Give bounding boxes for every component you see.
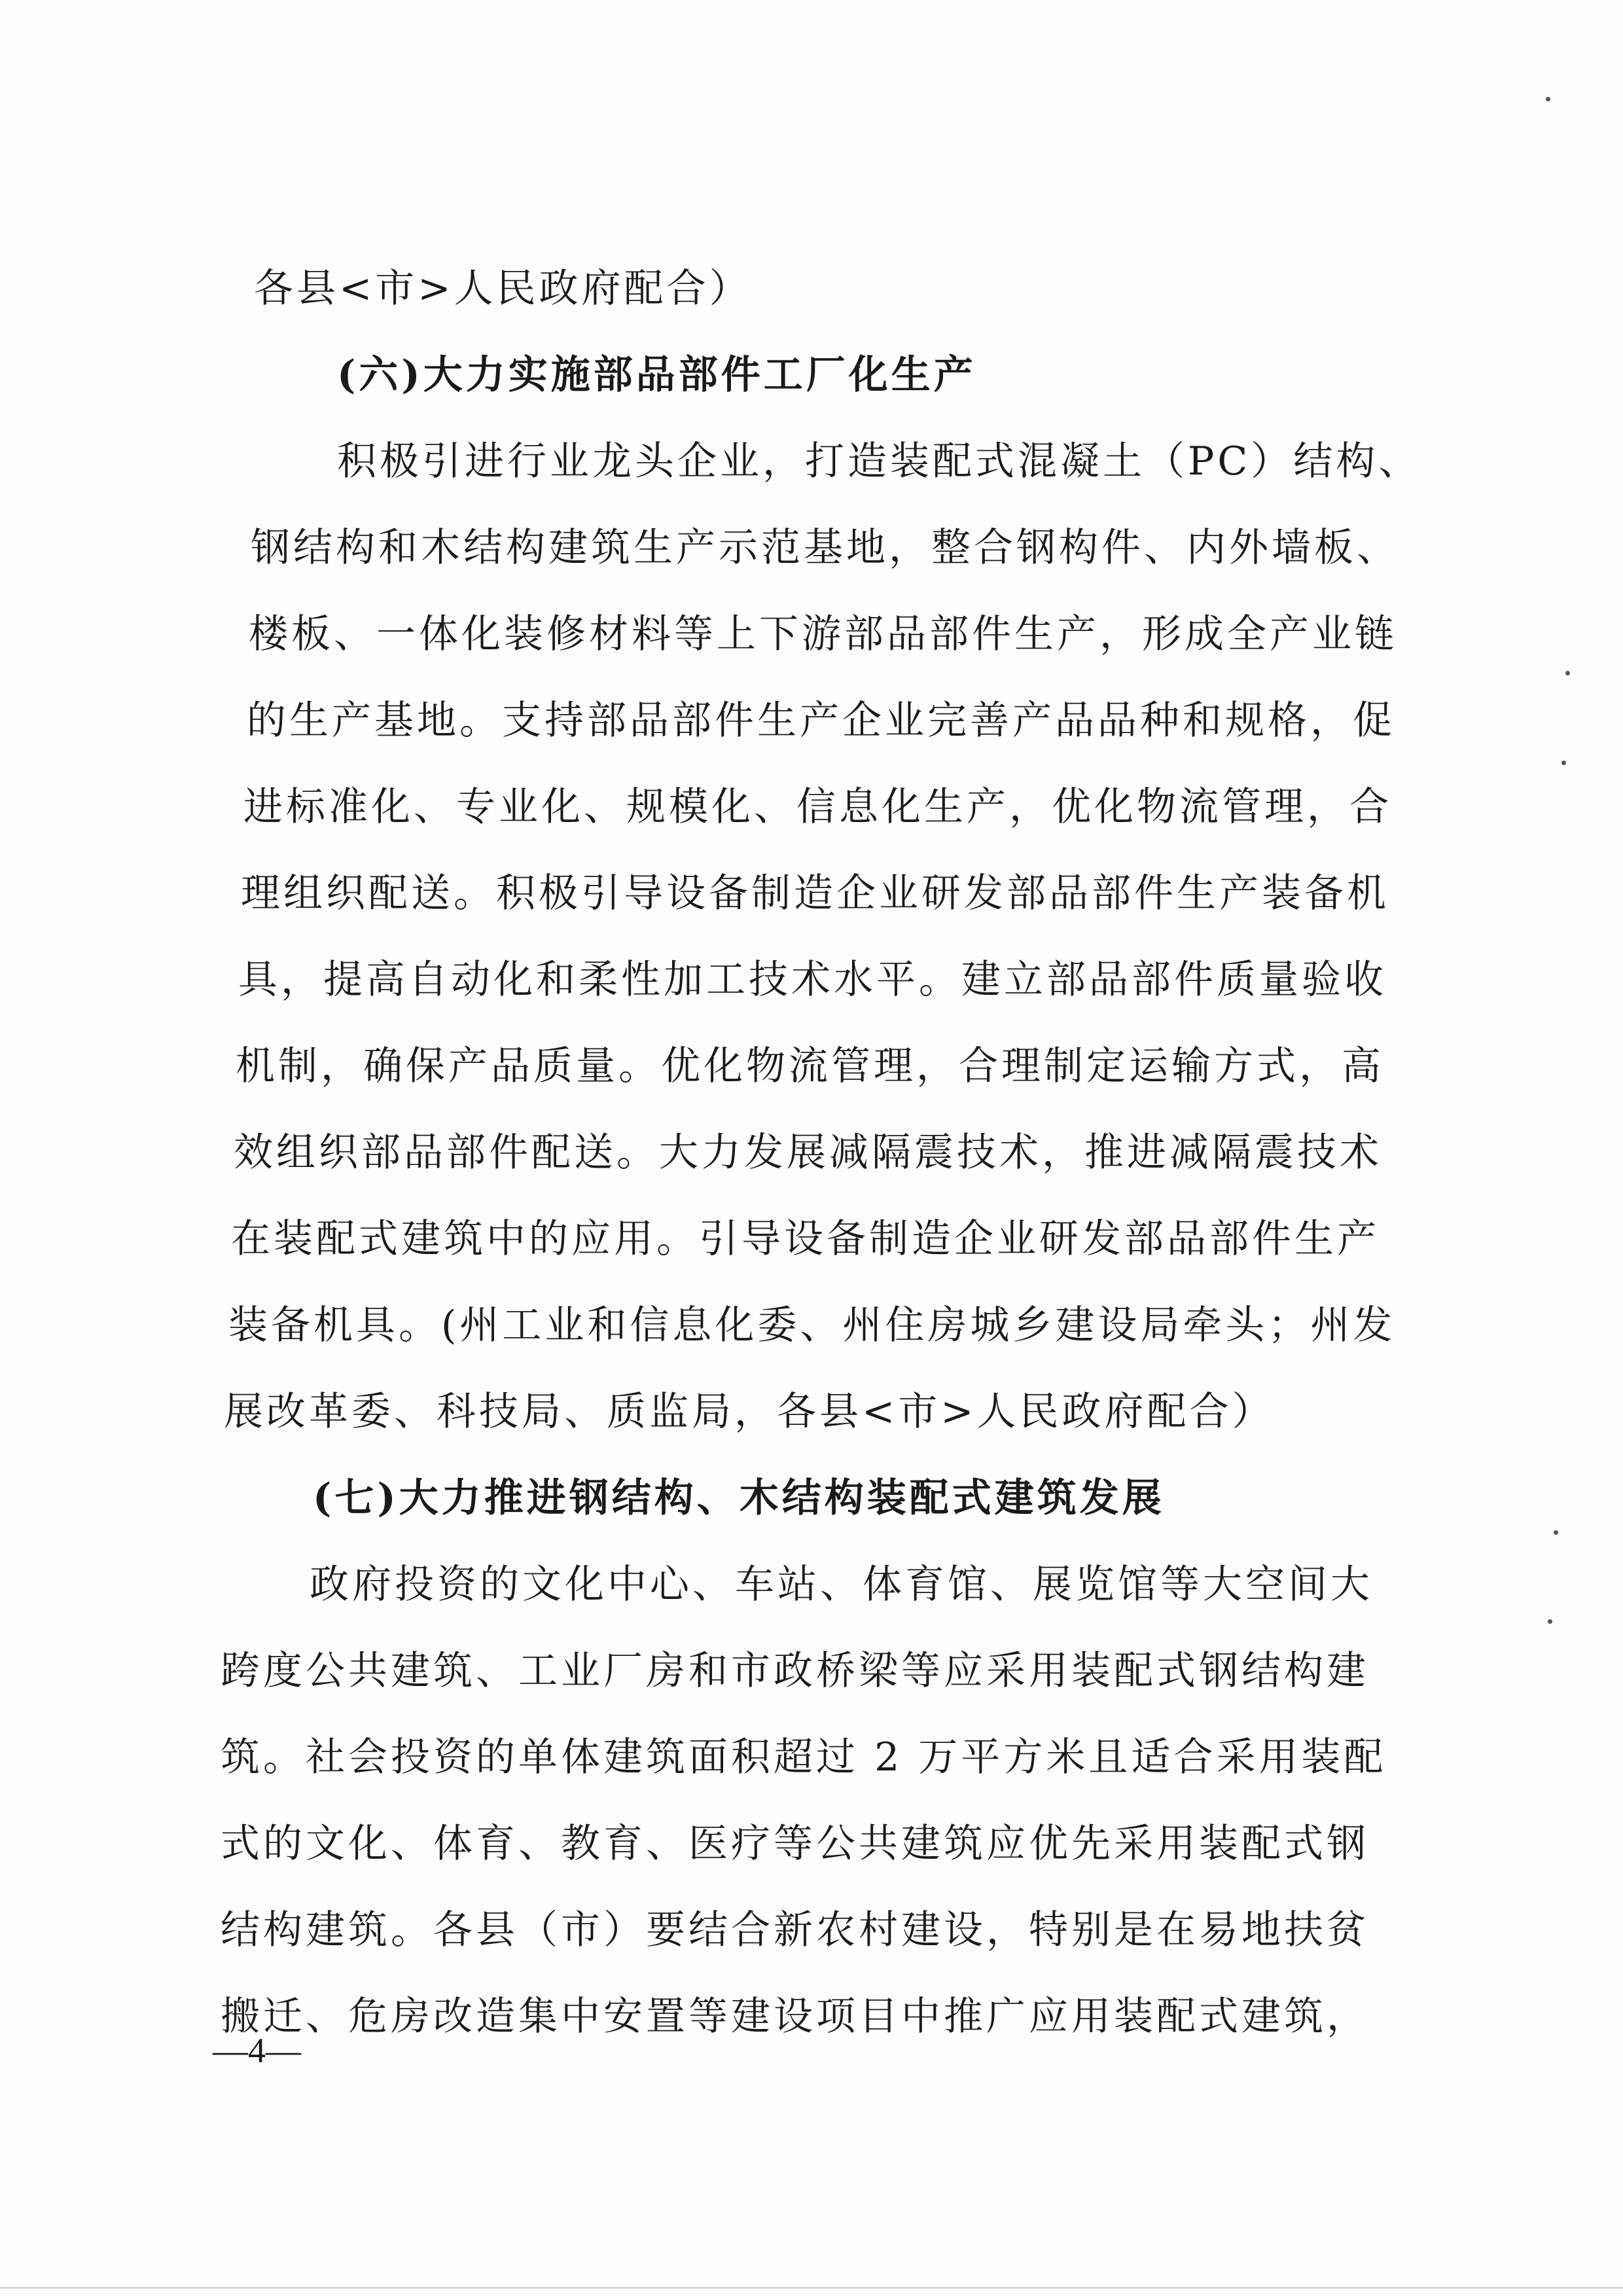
scan-edge: [0, 2287, 1623, 2289]
scan-speck: [1565, 671, 1570, 675]
text-line: 政府投资的文化中心、车站、体育馆、展览馆等大空间大: [310, 1562, 1373, 1607]
text-line: 在装配式建筑中的应用。引导设备制造企业研发部品部件生产: [231, 1216, 1380, 1262]
text-line: 搬迁、危房改造集中安置等建设项目中推广应用装配式建筑，: [221, 1994, 1369, 2039]
text-line: 各县<市>人民政府配合）: [254, 266, 752, 312]
text-line: 结构建筑。各县（市）要结合新农村建设，特别是在易地扶贫: [221, 1907, 1369, 1953]
scan-speck: [1554, 1530, 1558, 1535]
scan-speck: [1548, 1619, 1552, 1624]
scan-speck: [1546, 97, 1550, 101]
text-line: 展改革委、科技局、质监局，各县<市>人民政府配合）: [224, 1389, 1275, 1435]
scan-speck: [1561, 761, 1566, 765]
text-line: 机制，确保产品质量。优化物流管理，合理制定运输方式，高: [236, 1043, 1384, 1089]
text-line: 理组织配送。积极引导设备制造企业研发部品部件生产装备机: [241, 870, 1389, 916]
text-line: 筑。社会投资的单体建筑面积超过 2 万平方米且适合采用装配: [221, 1734, 1387, 1780]
text-line: 具，提高自动化和柔性加工技术水平。建立部品部件质量验收: [238, 957, 1387, 1003]
section-heading-6: (六)大力实施部品部件工厂化生产: [337, 352, 976, 398]
text-line: 进标准化、专业化、规模化、信息化生产，优化物流管理，合: [243, 784, 1392, 830]
text-line: 效组织部品部件配送。大力发展减隔震技术，推进减隔震技术: [234, 1130, 1382, 1175]
text-line: 装备机具。(州工业和信息化委、州住房城乡建设局牵头；州发: [228, 1302, 1396, 1348]
text-line: 积极引进行业龙头企业，打造装配式混凝土（PC）结构、: [337, 439, 1421, 484]
text-line: 式的文化、体育、教育、医疗等公共建筑应优先采用装配式钢: [221, 1821, 1369, 1867]
text-line: 跨度公共建筑、工业厂房和市政桥梁等应采用装配式钢结构建: [221, 1648, 1369, 1694]
section-heading-7: (七)大力推进钢结构、木结构装配式建筑发展: [313, 1475, 1165, 1521]
text-line: 楼板、一体化装修材料等上下游部品部件生产，形成全产业链: [249, 611, 1397, 657]
text-line: 的生产基地。支持部品部件生产企业完善产品品种和规格，促: [247, 698, 1395, 744]
text-line: 钢结构和木结构建筑生产示范基地，整合钢构件、内外墙板、: [251, 525, 1399, 571]
page-number: —4—: [213, 2031, 301, 2070]
